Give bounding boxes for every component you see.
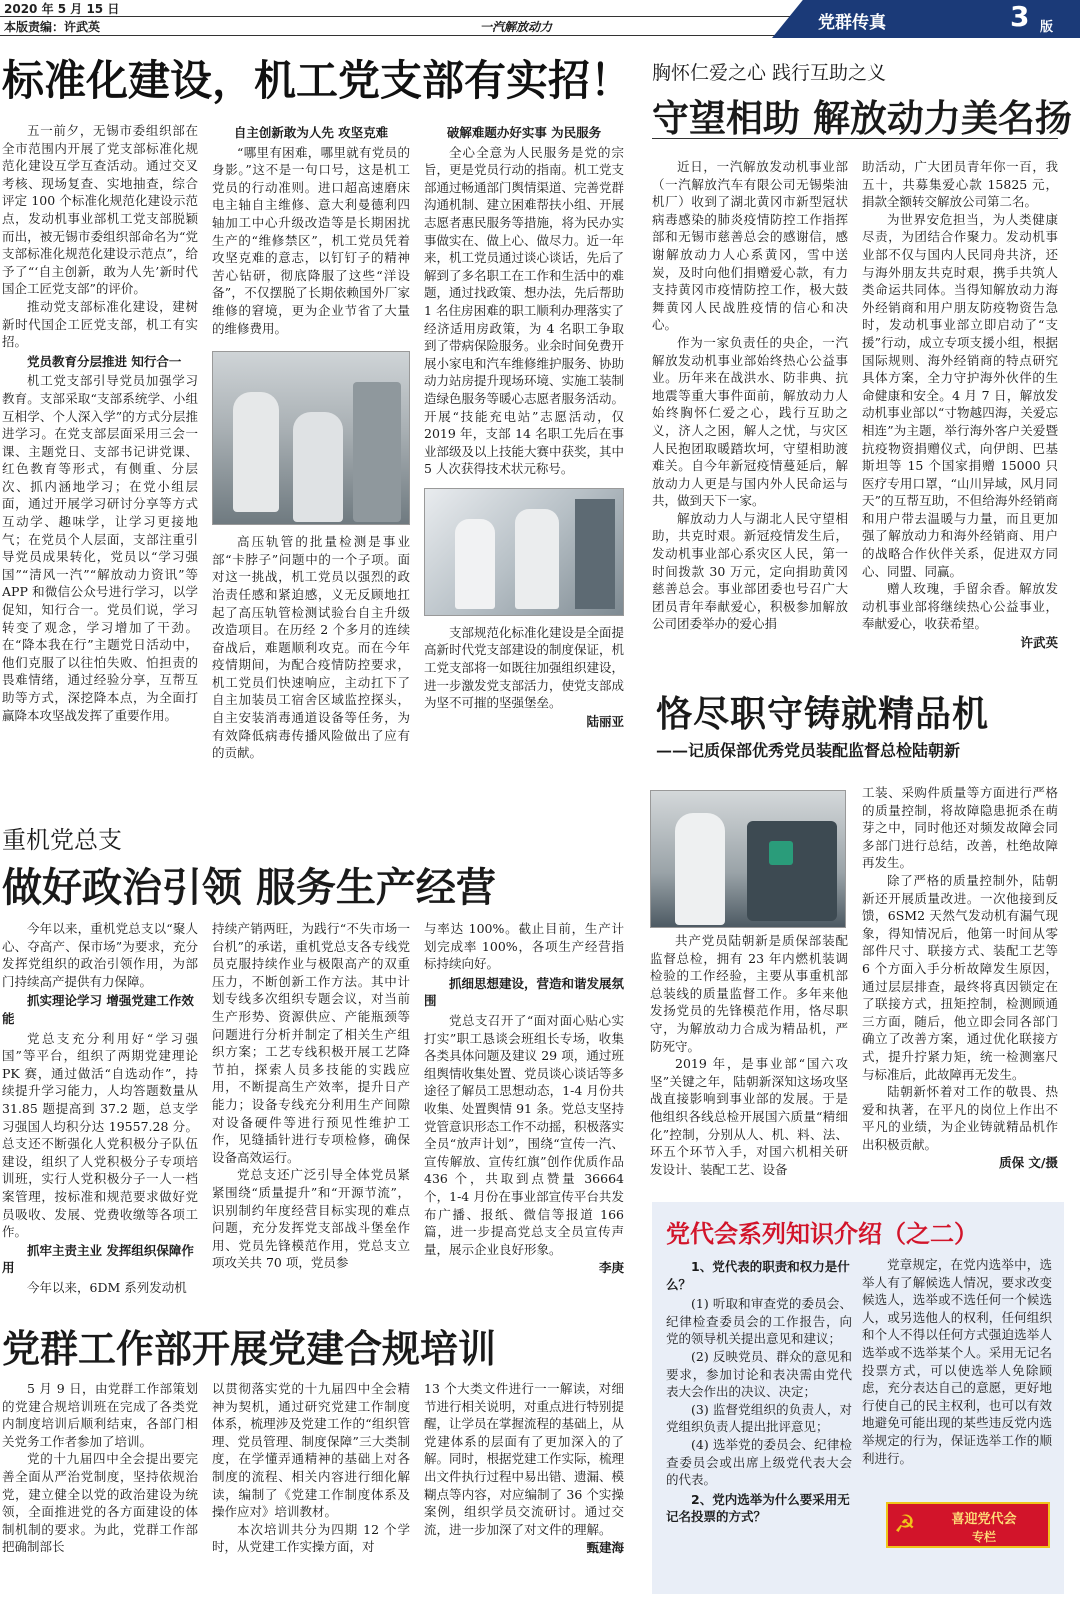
article4-col3 [424, 920, 624, 1276]
article3-subtitle: ——记质保部优秀党员装配监督总检陆朝新 [656, 741, 961, 760]
a1-subhead: 自主创新敢为人先 攻坚克难 [233, 125, 389, 140]
article5-title: 党群工作部开展党建合规培训 [2, 1326, 497, 1371]
box-col1 [666, 1256, 852, 1528]
a5-para: 以贯彻落实党的十九届四中全会精神为契机，通过研究党建工作制度体系，梳理涉及党建工作的“组织管理、党员管理、制度保障”三大类制度，在学懂弄通精神的基础上对各制度的流程、相关内容进行细化解读，编制了《党建工作制度体系及操作应对》培训教材。 [212, 1381, 410, 1520]
article5-col1 [2, 1380, 198, 1556]
badge-line1: 喜迎党代会 [951, 1512, 1017, 1527]
article1-col3 [424, 122, 624, 730]
box-answer: (2) 反映党员、群众的意见和要求，参加讨论和表决需由党代表大会作出的决议、决定； [666, 1348, 852, 1400]
a5-para: 13 个大类文件进行一一解读，对细节进行相关说明，对重点进行特别提醒，让学员在掌握流程的基础上，从党建体系的层面有了更加深入的了解。同时，根据党建工作实际，梳理出文件执行过程中易出错、遗漏、模糊点等内容，对应编制了 36 个实操案例，组织学员交流研讨。通过交流，进一步加深了对文件的理解。 [424, 1381, 624, 1537]
a5-para: 本次培训共分为四期 12 个学时，从党建工作实操方面，对 [212, 1521, 410, 1555]
a2-para: 赠人玫瑰，手留余香。解放发动机事业部将继续热心公益事业，奉献爱心，收获希望。 [862, 581, 1058, 632]
a2-para: 为世界安危担当，为人类健康尽责，为团结合作聚力。发动机事业部不仅与国内人民同舟共济，还与海外朋友共克时艰，携手共筑人类命运共同体。当得知解放动力海外经销商和用户朋友防疫物资告急时，发动机事业部立即启动了“支援”行动，成立专项支援小组，根据国际规则、海外经销商的特点研究具体方案，全力守护海外伙伴的生命健康和安全。4 月 7 日，解放发动机事业部以“寸物越四海，关爱忘相连”为主题，举行海外客户关爱暨抗疫物资捐赠仪式，向伊朗、巴基斯坦等 15 个国家捐赠 15000 只医疗专用口罩，“山川异域，风月同天”的互帮互助，不但给海外经销商和用户带去温暖与力量，而且更加强了解放动力和海外经销商、用户的战略合作伙伴关系，促进双方同心、同盟、同赢。 [862, 211, 1058, 579]
article1-col2 [212, 122, 410, 762]
article1-title: 标准化建设，机工党支部有实招！ [2, 56, 633, 105]
a1-para: “哪里有困难，哪里就有党员的身影。”这不是一句口号，这是机工党员的行动准则。进口超高速磨床电主轴自主维修、意大利曼德利四轴加工中心升级改造等是长期困扰生产的“维修禁区”，机工党员凭着攻坚克难的意志，以钉钉子的精神苦心钻研，彻底降服了这些“洋设备”，不仅摆脱了长期依赖国外厂家维修的窘境，更为企业节省了大量的维修费用。 [212, 144, 410, 336]
page-label: 版 [1040, 20, 1054, 35]
a4-para: 持续产销两旺，为践行“不失市场一台机”的承诺，重机党总支各专线党员克服持续作业与极限高产的双重压力，不断创新工作方法。其中计划专线多次组织专题会议，对当前生产形势、资源供应、产能瓶颈等问题进行分析并制定了相关生产组织方案；工艺专线积极开展工艺降节拍，探索人员多技能的实践应用，不断提高生产效率，提升日产能力；设备专线充分利用生产间隙对设备硬件等进行预见性维护工作，见缝插针进行专项检修，确保设备高效运行。 [212, 921, 410, 1165]
a4-para: 党总支还广泛引导全体党员紧紧围绕“质量提升”和“开源节流”，识别制约年度经营目标实现的难点问题，充分发挥党支部战斗堡垒作用、党员先锋模范作用，党总支立项攻关共 70 项，党员参 [212, 1167, 410, 1271]
a4-para: 与率达 100%。截止目前，生产计划完成率 100%，各项生产经营指标持续向好。 [424, 921, 624, 972]
a4-para: 今年以来，重机党总支以“聚人心、夺高产、保市场”为要求，充分发挥党组织的政治引领作用，为部门持续高产提供有力保障。 [2, 921, 198, 989]
a5-para: 党的十九届四中全会提出要完善全面从严治党制度，坚持依规治党，建立健全以党的政治建设为统领，全面推进党的各方面建设的体制机制的要求。为此，党群工作部把确制部长 [2, 1451, 198, 1555]
a3-para: 共产党员陆朝新是质保部装配监督总检，拥有 23 年内燃机装调检验的工作经验，主要从事重机部总装线的质量监督工作。多年来他发扬党员的先锋模范作用，恪尽职守，为解放动力合成为精品机，严防死守。 [650, 933, 848, 1054]
box-answer: 党章规定，在党内选举中，选举人有了解候选人情况，要求改变候选人，选举或不选任何一个候选人，或另选他人的权利，任何组织和个人不得以任何方式强迫选举人选举或不选举某个人。采用无记名投票方式，可以使选举人免除顾虑，充分表达自己的意愿，更好地行使自己的民主权利，也可以有效地避免可能出现的某些违反党内选举规定的行为，保证选举工作的顺利进行。 [862, 1257, 1052, 1466]
box-question: 2、党内选举为什么要采用无记名投票的方式？ [666, 1491, 850, 1525]
a4-para: 党总支召开了“面对面心贴心实打实”职工恳谈会班组长专场，收集各类具体问题及建议 29 项，通过班组舆情收集处置、党员谈心谈话等多途径了解员工思想动态，1-4 月份共收集、处置舆情 91 条。党总支坚持党管意识形态工作不动摇，积极落实全员“放声计划”，围绕“宣传一汽、宣传解放、宣传红旗”创作优质作品 436 个，共取到点赞量 36664 个，1-4 月份在事业部宣传平台共发布广播、报纸、微信等报道 166 篇，进一步提高党总支全员宣传声量，展示企业良好形象。 [424, 1012, 624, 1257]
header-rule [0, 16, 790, 36]
party-emblem-icon: ☭ [894, 1510, 916, 1538]
a1-para: 全心全意为人民服务是党的宗旨，更是党员行动的指南。机工党支部通过畅通部门舆情渠道、完善党群沟通机制、建立困难帮扶小组、开展志愿者惠民服务等措施，将为民办实事做实在、做上心、做尽力。近一年来，机工党员通过谈心谈话，先后了解到了多名职工在工作和生活中的难题，通过找政策、想办法，先后帮助 1 名住房困难的职工顺利办理落实了经济适用房政策，为 4 名职工争取到了带病保险服务。业余时间免费开展小家电和汽车维修维护服务、协助动力站房提升现场环境、实施工装制造绿色服务等暖心志愿者服务活动。开展“技能充电站”志愿活动，仅 2019 年，支部 14 名职工先后在事业部级及以上技能大赛中获奖，其中 5 人次获得技术状元称号。 [424, 144, 624, 477]
a1-subhead: 破解难题办好实事 为民服务 [446, 125, 602, 140]
box-answer: (1) 听取和审查党的委员会、纪律检查委员会的工作报告，向党的领导机关提出意见和建议； [666, 1296, 852, 1347]
article3-title: 恪尽职守铸就精品机 [656, 693, 990, 735]
a4-subhead: 抓牢主责主业 发挥组织保障作用 [2, 1242, 194, 1276]
a4-subhead: 抓细思想建设，营造和谐发展氛围 [424, 975, 625, 1009]
a3-author: 质保 文/摄 [999, 1155, 1058, 1171]
article2-col2 [862, 158, 1058, 651]
party-congress-badge [886, 1502, 1050, 1548]
a4-subhead: 抓实理论学习 增强党建工作效能 [2, 993, 194, 1026]
a2-para: 作为一家负责任的央企，一汽解放发动机事业部始终热心公益事业。历年来在战洪水、防非典、抗地震等重大事件面前，解放动力人始终胸怀仁爱之心，践行互助之义，济人之困，解人之忧，与灾区人民抱团取暖踏坎坷，守望相助渡难关。自今年新冠疫情蔓延后，解放动力人更是与国内外人民命运与共，做到天下一家。 [652, 334, 848, 509]
badge-line2: 专栏 [971, 1530, 996, 1544]
photo-team-at-machine [424, 488, 624, 616]
box-title: 党代会系列知识介绍（之二） [666, 1219, 978, 1248]
a4-para: 今年以来，6DM 系列发动机 [27, 1279, 187, 1295]
article2-title: 守望相助 解放动力美名扬 [652, 96, 1072, 140]
section-name: 党群传真 [818, 13, 886, 33]
article1-col1 [2, 122, 198, 724]
page-number: 3 [1010, 0, 1030, 33]
a3-para: 2019 年，是事业部“国六攻坚”关键之年，陆朝新深知这场攻坚战直接影响到事业部的发展。于是他组织各线总检开展国六质量“精细化”控制，分别从人、机、料、法、环五个环节入手，对国六机相关研发设计、装配工艺、设备 [650, 1056, 848, 1177]
box-answer: (4) 选举党的委员会、纪律检查委员会或出席上级党代表大会的代表。 [666, 1436, 852, 1488]
a1-subhead: 党员教育分层推进 知行合一 [27, 353, 182, 369]
a1-author: 陆丽亚 [586, 713, 624, 729]
issue-date: 2020 年 5 月 15 日 [4, 2, 120, 16]
a4-author: 李庚 [598, 1260, 624, 1276]
masthead: 一汽解放动力 [480, 20, 553, 34]
a5-author: 甄建海 [586, 1540, 624, 1556]
a5-para: 5 月 9 日，由党群工作部策划的党建合规培训班在完成了各类党内制度培训后顺利结束，各部门相关党务工作者参加了培训。 [2, 1381, 198, 1449]
article3-col2 [862, 784, 1058, 1171]
box-col2 [862, 1256, 1052, 1467]
photo-engineers-inspecting [212, 351, 410, 525]
knowledge-box [652, 1202, 1064, 1594]
a1-para: 五一前夕，无锡市委组织部在全市范围内开展了党支部标准化规范化建设互学互查活动。通过交叉考核、现场复查、实地抽查，综合评定 100 个标准化规范化建设示范点，发动机事业部机工党支部脱颖而出，被无锡市委组织部命名为“党支部标准化规范化建设示范点”，给予了“‘自主创新，敢为人先’新时代国企工匠党支部”的评价。 [2, 123, 198, 297]
page-header [0, 0, 1080, 44]
article5-col3 [424, 1380, 624, 1556]
article4-title: 做好政治引领 服务生产经营 [2, 864, 496, 911]
article4-col2 [212, 920, 410, 1272]
a3-para: 除了严格的质量控制外，陆朝新还开展质量改进。一次他接到反馈，6SM2 天然气发动机有漏气现象，得知情况后，他第一时间从零部件尺寸、联接方式、装配工艺等 6 个方面入手分析故障发生原因，通过层层排查，最终将真因锁定在了联接方式，扭矩控制，检测顾通三方面，随后，他立即会同各部门确立了改善方案，通过优化联接方式，提升拧紧力矩，统一检测塞尺与标准后，此故障再无发生。 [862, 872, 1058, 1082]
box-answer: (3) 监督党组织的负责人，对党组织负责人提出批评意见； [666, 1401, 852, 1435]
a2-para: 助活动，广大团员青年你一百，我五十，共募集爱心款 15825 元，捐款全额转交解放公司第二名。 [862, 159, 1058, 210]
a4-para: 党总支充分利用好“学习强国”等平台，组织了两期党建理论 PK 赛，通过做活“自选动作”，持续提升学习能力，人均答题数量从 31.85 题提高到 37.2 题，总支学习强国人均积分达 19557.28 分。总支还不断强化人党积极分子队伍建设，组织了人党积极分子专项培训班，实行人党积极分子一人一档案管理，按标准和规范要求做好党员吸收、发展、党费收缴等各项工作。 [2, 1030, 198, 1240]
article5-col2 [212, 1380, 410, 1556]
page-editor: 本版责编：许武英 [4, 20, 101, 34]
a1-para: 高压轨管的批量检测是事业部“卡脖子”问题中的一个子项。面对这一挑战，机工党员以强烈的政治责任感和紧迫感，义无反顾地扛起了高压轨管检测试验台自主升级改造项目。在历经 2 个多月的连续奋战后，难题顺利攻克。而在今年疫情期间，为配合疫情防控要求，机工党员们快速响应，主动扛下了自主加装员工宿舍区域监控探头，自主安装消毒通道设备等任务，为有效降低病毒传播风险做出了应有的贡献。 [212, 534, 410, 761]
a2-author: 许武英 [1020, 635, 1058, 651]
box-question: 1、党代表的职责和权力是什么？ [666, 1259, 850, 1292]
a1-para: 机工党支部引导党员加强学习教育。支部采取“支部系统学、小组互相学、个人深入学”的方式分层推进学习。在党支部层面采用三会一课、主题党日、支部书记讲党课、红色教育等形式，有侧重、分层次、抓内涵地学习；在党小组层面，通过开展学习研讨分享等方式互动学、趣味学，让学习更接地气；在党员个人层面，支部注重引导党员成果转化，党员以“学习强国”“清风一汽”“解放动力资讯”等 APP 和微信公众号进行学习，以学促知，知行合一。党员们说，学习转变了观念，学习增加了干劲。在“降本我在行”主题党日活动中，他们克服了以往怕失败、怕担责的畏难情绪，通过经验分享，互帮互助等方式，深挖降本点，为全面打赢降本攻坚战发挥了重要作用。 [2, 373, 198, 723]
a1-para: 推动党支部标准化建设，建树新时代国企工匠党支部，机工有实招。 [2, 298, 198, 350]
a3-para: 陆朝新怀着对工作的敬畏、热爱和执著，在平凡的岗位上作出不平凡的业绩，为企业铸就精品机作出积极贡献。 [862, 1084, 1058, 1152]
a4-kicker: 重机党总支 [2, 826, 122, 854]
photo-inspector-with-engine [650, 790, 846, 928]
article2-col1 [652, 158, 848, 633]
a2-para: 解放动力人与湖北人民守望相助，共克时艰。新冠疫情发生后，发动机事业部心系灾区人民，第一时间拨款 30 万元，定向捐助黄冈慈善总会。事业部团委也号召广大团员青年奉献爱心，积极参加解放公司团委举办的爱心捐 [652, 510, 848, 632]
a1-para: 支部规范化标准化建设是全面提高新时代党支部建设的制度保证，机工党支部将一如既往加强组织建设，进一步激发党支部活力，使党支部成为坚不可摧的坚强堡垒。 [424, 624, 624, 711]
article4-col1 [2, 920, 198, 1296]
a2-para: 近日，一汽解放发动机事业部（一汽解放汽车有限公司无锡柴油机厂）收到了湖北黄冈市新型冠状病毒感染的肺炎疫情防控工作指挥部和无锡市慈善总会的感谢信，感谢解放动力人心系黄冈，雪中送炭，及时向他们捐赠爱心款，有力支持黄冈市疫情防控工作，极大鼓舞黄冈人民战胜疫情的信心和决心。 [652, 159, 848, 333]
a2-rule [652, 138, 1058, 139]
a2-kicker: 胸怀仁爱之心 践行互助之义 [652, 62, 887, 84]
article3-col1 [650, 932, 848, 1178]
a3-para: 工装、采购件质量等方面进行严格的质量控制，将故障隐患扼杀在萌芽之中，同时他还对频发故障会同多部门进行总结，改善，杜绝故障再发生。 [862, 785, 1058, 871]
